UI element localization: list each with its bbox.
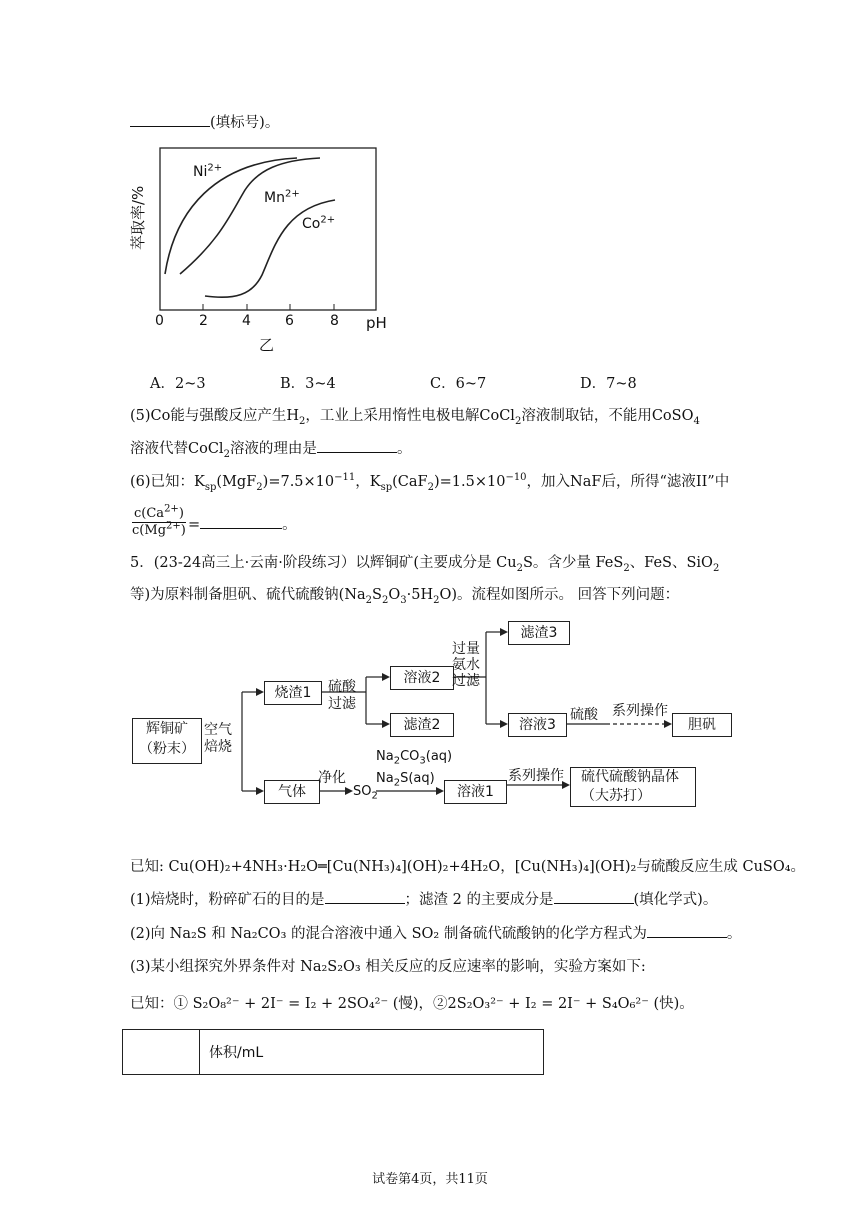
question-6-line1: (6)已知：$K_{sp}(MgF_2)=7.5\times 10^{-11}$，$K_{sp}(CaF_2)=1.5\times 10^{-10}$，加入NaF后，所得“滤液II”中 bbox=[130, 472, 730, 493]
flow-reagent2-label: $Na_2S(aq)$ bbox=[376, 771, 435, 789]
flow-acid-filter-label: 硫酸 过滤 bbox=[328, 679, 356, 712]
flow-reagent1-label: $Na_2CO_3(aq)$ bbox=[376, 749, 453, 767]
problem-5-line1: 5．(23-24高三上·云南·阶段练习）以辉铜矿(主要成分是 $Cu_2S$。含少量 FeS$_2$、FeS、SiO$_2$ bbox=[130, 555, 720, 574]
graph-caption: 乙 bbox=[259, 336, 275, 354]
flow-ops1-label: 系列操作 bbox=[612, 703, 668, 719]
option-b[interactable]: B．3~4 bbox=[280, 376, 336, 392]
question-5-line1: (5)Co能与强酸反应产生$H_2$，工业上采用惰性电极电解CoCl$_2$溶液制取钴，不能用CoSO$_4$ bbox=[130, 408, 700, 427]
flow-ammonia-label: 过量 氨水 过滤 bbox=[452, 641, 480, 689]
flow-start-box: 辉铜矿 （粉末） bbox=[132, 718, 202, 764]
question-3: (3)某小组探究外界条件对 Na₂S₂O₃ 相关反应的反应速率的影响，实验方案如下: bbox=[130, 959, 646, 975]
problem-5-line2: 等)为原料制备胆矾、硫代硫酸钠$(Na_2S_2O_3\cdot 5H_2O)$。流程如图所示。 回答下列问题： bbox=[130, 587, 680, 606]
graph-ylabel: 萃取率/% bbox=[129, 185, 147, 250]
experiment-table bbox=[122, 1029, 544, 1075]
q1-answer-blank-1[interactable] bbox=[325, 889, 405, 904]
top-line-suffix: (填标号)。 bbox=[210, 115, 280, 131]
tick-0: 0 bbox=[155, 313, 164, 329]
flow-purify-label: 净化 bbox=[318, 770, 346, 786]
ni-label: $Ni^{2+}$ bbox=[193, 162, 223, 180]
table-empty-cell bbox=[123, 1030, 200, 1074]
flow-so2-label: $SO_2$ bbox=[353, 784, 378, 802]
tick-8: 8 bbox=[330, 313, 339, 329]
known-reactions-2: 已知：① S₂O₈²⁻ + 2I⁻ = I₂ + 2SO₄²⁻ (慢)，②2S₂O₃²⁻ + I₂ = 2I⁻ + S₄O₆²⁻ (快)。 bbox=[130, 996, 694, 1012]
question-5-line2: 溶液代替CoCl$_2$溶液的理由是 。 bbox=[130, 438, 411, 459]
flow-solution3-box: 溶液3 bbox=[508, 713, 567, 737]
flow-slag1-box: 烧渣1 bbox=[264, 681, 322, 705]
option-a[interactable]: A．2~3 bbox=[150, 376, 206, 392]
flow-acid3-label: 硫酸 bbox=[570, 707, 598, 723]
flow-solution2-box: 溶液2 bbox=[390, 666, 454, 690]
q6-answer-blank[interactable] bbox=[200, 514, 282, 529]
option-c[interactable]: C．6~7 bbox=[430, 376, 487, 392]
flow-slag3-box: 滤渣3 bbox=[508, 621, 570, 645]
tick-2: 2 bbox=[199, 313, 208, 329]
ni-curve bbox=[165, 158, 297, 274]
table-header-volume: 体积/mL bbox=[209, 1045, 264, 1061]
question-2: (2)向 Na₂S 和 Na₂CO₃ 的混合溶液中通入 SO₂ 制备硫代硫酸钠的化学方程式为 。 bbox=[130, 923, 741, 944]
flow-product2-box: 硫代硫酸钠晶体 （大苏打） bbox=[570, 767, 696, 807]
q5-answer-blank[interactable] bbox=[317, 438, 397, 453]
known-reaction-1: 已知: Cu(OH)₂+4NH₃·H₂O═[Cu(NH₃)₄](OH)₂+4H₂O，[Cu(NH₃)₄](OH)₂与硫酸反应生成 CuSO₄。 bbox=[130, 859, 806, 875]
co-curve bbox=[205, 200, 335, 297]
q2-answer-blank[interactable] bbox=[647, 923, 727, 938]
concentration-ratio: $\frac{c(Ca^{2+})}{c(Mg^{2+})}$ bbox=[132, 503, 186, 538]
flow-ops2-label: 系列操作 bbox=[508, 768, 564, 784]
co-label: $Co^{2+}$ bbox=[302, 214, 336, 232]
option-d[interactable]: D．7~8 bbox=[580, 376, 637, 392]
tick-4: 4 bbox=[242, 313, 251, 329]
question-1: (1)焙烧时，粉碎矿石的目的是 ；滤渣 2 的主要成分是 (填化学式)。 bbox=[130, 889, 717, 910]
graph-xlabel: pH bbox=[366, 314, 387, 332]
q1-answer-blank-2[interactable] bbox=[554, 889, 634, 904]
flow-product1-box: 胆矾 bbox=[672, 713, 732, 737]
tick-6: 6 bbox=[285, 313, 294, 329]
flow-gas-box: 气体 bbox=[264, 780, 320, 804]
flow-air-label: 空气 焙烧 bbox=[204, 722, 232, 755]
q6-answer-line: = 。 bbox=[188, 514, 297, 535]
flow-slag2-box: 滤渣2 bbox=[390, 713, 454, 737]
page-footer: 试卷第4页，共11页 bbox=[372, 1172, 488, 1187]
mn-label: $Mn^{2+}$ bbox=[264, 188, 300, 206]
flow-solution1-box: 溶液1 bbox=[444, 780, 507, 804]
